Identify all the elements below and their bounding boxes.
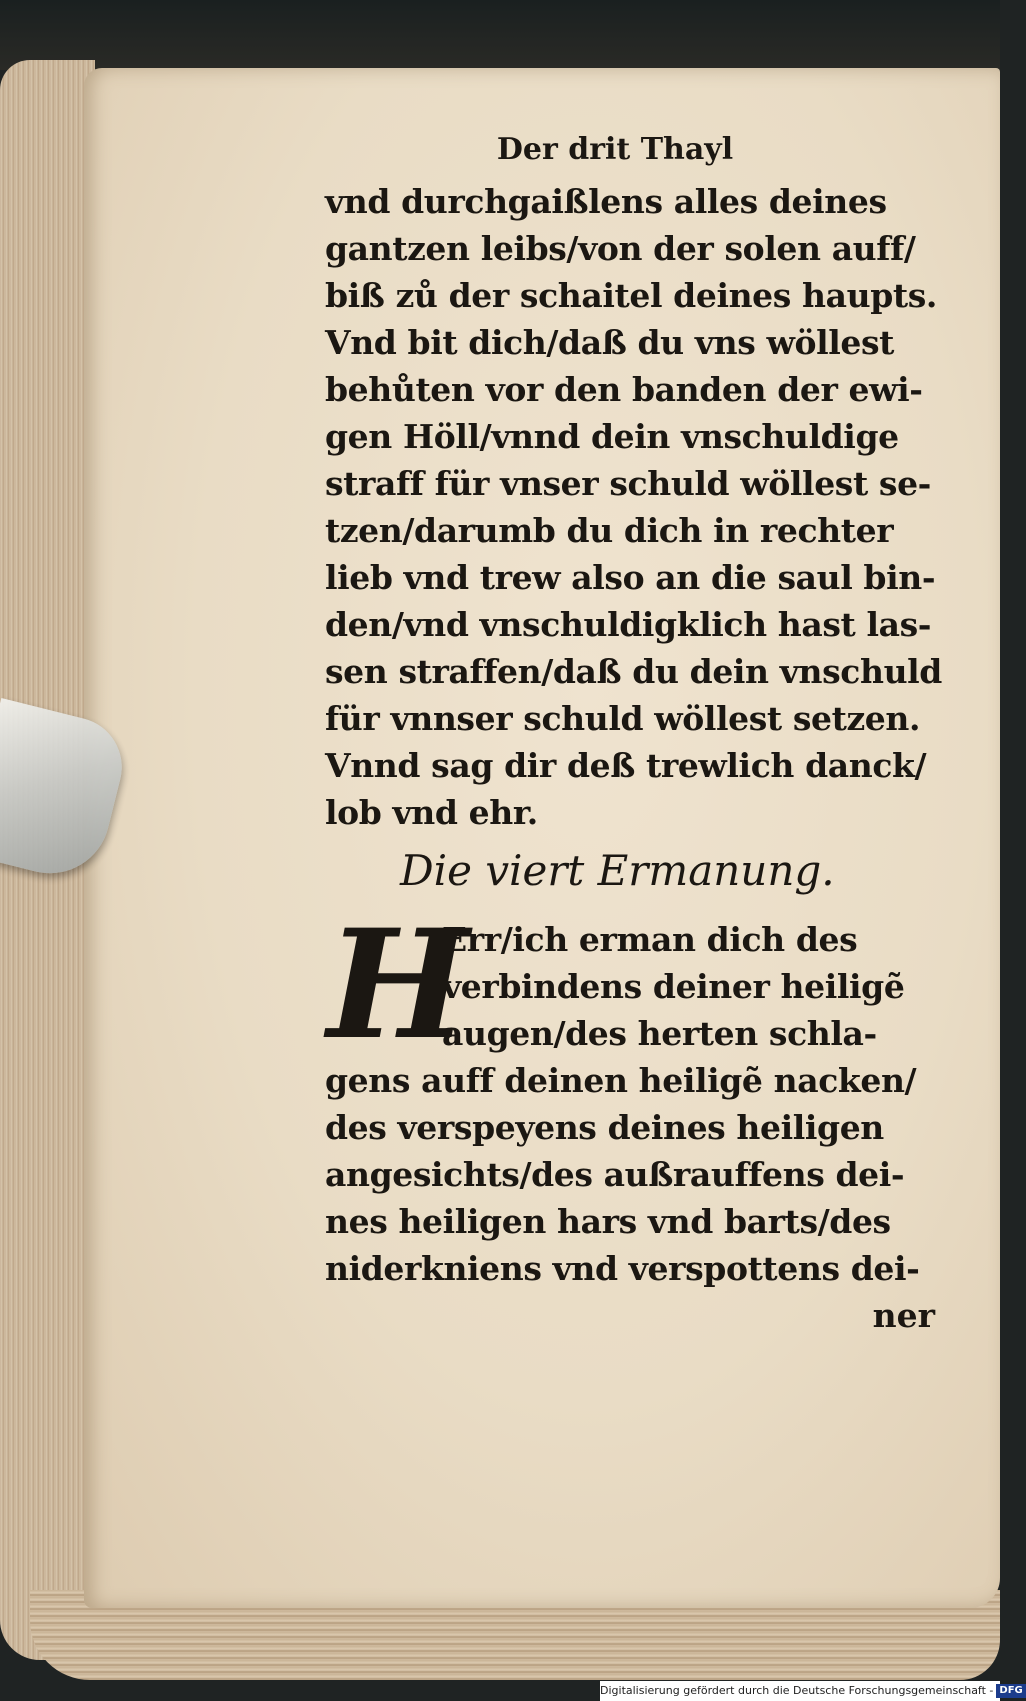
- text-line: verbindens deiner heiligẽ: [442, 967, 905, 1006]
- text-line: Err/ich erman dich des: [442, 920, 858, 959]
- digitization-footer: [600, 1681, 1023, 1701]
- section-heading: Die viert Ermanung.: [400, 846, 835, 895]
- text-line: sen straffen/daß du dein vnschuld: [325, 652, 942, 691]
- text-section-top: [325, 178, 945, 836]
- text-line: Vnnd sag dir deß trewlich danck/: [325, 746, 927, 785]
- text-line: behůten vor den banden der ewi-: [325, 370, 923, 409]
- catchword: ner: [872, 1296, 935, 1335]
- running-head: Der drit Thayl: [496, 132, 734, 167]
- text-line: nes heiligen hars vnd barts/des: [325, 1202, 891, 1241]
- text-line: augen/des herten schla-: [442, 1014, 877, 1053]
- text-line: des verspeyens deines heiligen: [325, 1108, 884, 1147]
- text-line: biß zů der schaitel deines haupts.: [325, 276, 937, 315]
- decorated-initial: H: [327, 897, 469, 1073]
- text-line: straff für vnser schuld wöllest se-: [325, 464, 931, 503]
- text-line: für vnnser schuld wöllest setzen.: [325, 699, 921, 738]
- page-text-block: [325, 122, 945, 1339]
- text-line: vnd durchgaißlens alles deines: [325, 182, 887, 221]
- text-line: tzen/darumb du dich in rechter: [325, 511, 894, 550]
- text-line: angesichts/des außrauffens dei-: [325, 1155, 905, 1194]
- text-line: den/vnd vnschuldigklich hast las-: [325, 605, 932, 644]
- text-line: gantzen leibs/von der solen auff/: [325, 229, 916, 268]
- text-line: gens auff deinen heiligẽ nacken/: [325, 1061, 917, 1100]
- dfg-logo: DFG: [996, 1684, 1025, 1698]
- text-section-bottom: [325, 1057, 945, 1292]
- footer-text: Digitalisierung gefördert durch die Deutsche Forschungsgemeinschaft -: [600, 1684, 994, 1697]
- text-line: gen Höll/vnnd dein vnschuldige: [325, 417, 899, 456]
- initial-paragraph: [325, 897, 945, 1073]
- text-line: lob vnd ehr.: [325, 793, 538, 832]
- text-line: Vnd bit dich/daß du vns wöllest: [325, 323, 894, 362]
- text-line: niderkniens vnd verspottens dei-: [325, 1249, 920, 1288]
- background-top: [0, 0, 1000, 70]
- text-line: lieb vnd trew also an die saul bin-: [325, 558, 936, 597]
